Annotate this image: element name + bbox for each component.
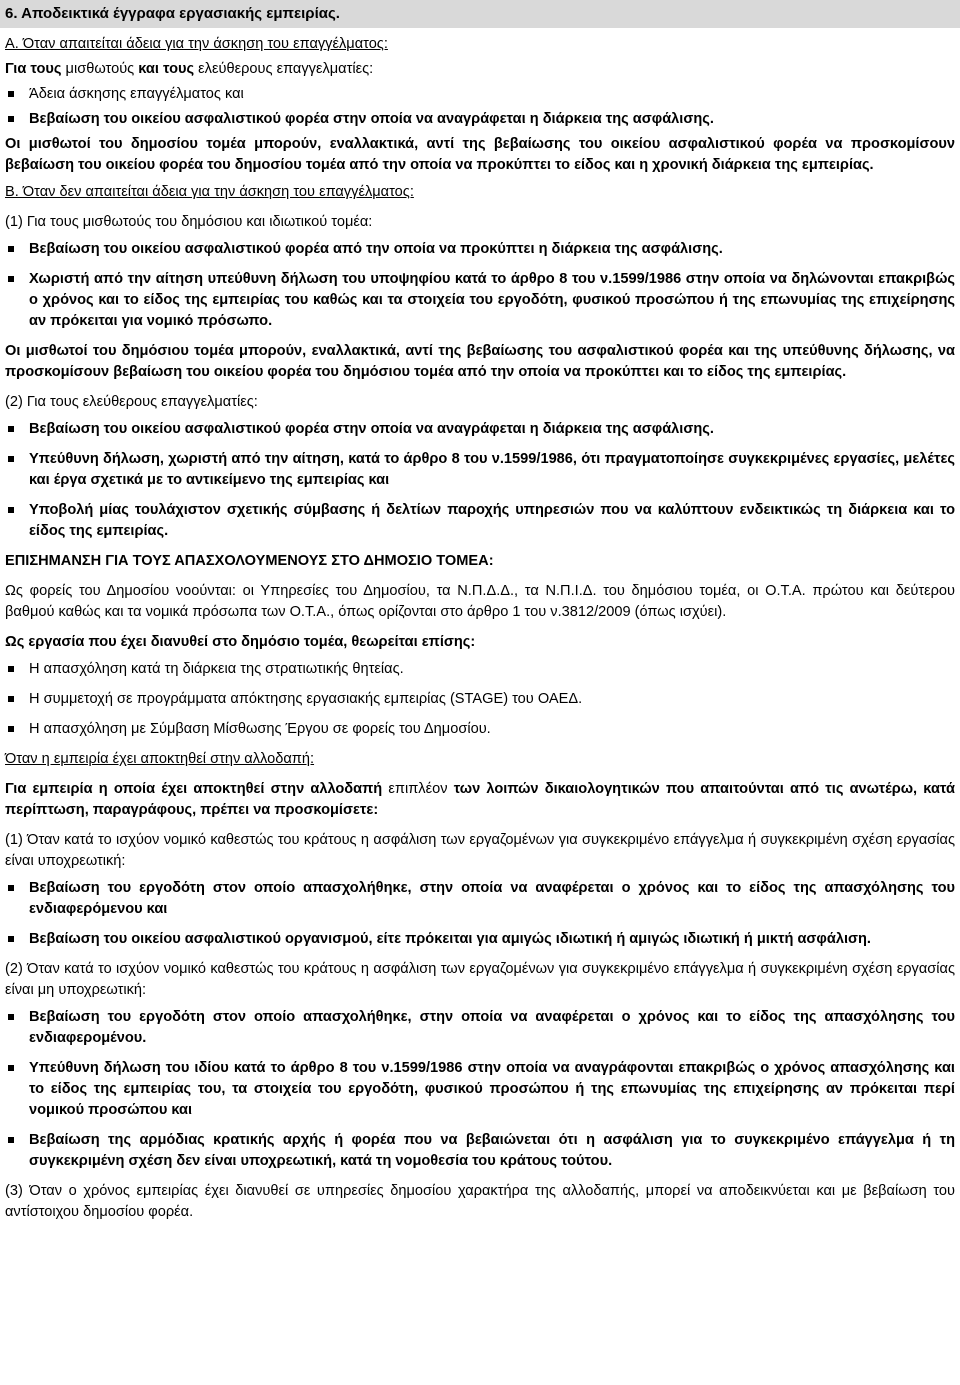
list-item: Βεβαίωση του οικείου ασφαλιστικού οργανισμού, είτε πρόκειται για αμιγώς ιδιωτική ή αμιγώς ιδιωτική ή μικτή ασφάλιση. [5,929,955,950]
section-title: 6. Αποδεικτικά έγγραφα εργασιακής εμπειρίας. [5,5,340,22]
list-item: Άδεια άσκησης επαγγέλματος και [5,84,955,105]
list-item: Η απασχόληση με Σύμβαση Μίσθωσης Έργου σε φορείς του Δημοσίου. [5,719,955,740]
public-sector-also: Ως εργασία που έχει διανυθεί στο δημόσιο τομέα, θεωρείται επίσης: [5,634,476,650]
public-sector-heading: ΕΠΙΣΗΜΑΝΣΗ ΓΙΑ ΤΟΥΣ ΑΠΑΣΧΟΛΟΥΜΕΝΟΥΣ ΣΤΟ ΔΗΜΟΣΙΟ ΤΟΜΕΑ: [5,553,494,569]
section-b-sub1-list [5,239,955,332]
section-a-list [5,84,955,130]
section-b-heading: Β. Όταν δεν απαιτείται άδεια για την άσκηση του επαγγέλματος: [5,184,414,200]
abroad-case-2-list [5,1007,955,1172]
list-item: Βεβαίωση του οικείου ασφαλιστικού φορέα από την οποία να προκύπτει η διάρκεια της ασφάλισης. [5,239,955,260]
list-item: Βεβαίωση του οικείου ασφαλιστικού φορέα στην οποία να αναγράφεται η διάρκεια της ασφάλισης. [5,419,955,440]
abroad-heading: Όταν η εμπειρία έχει αποκτηθεί στην αλλοδαπή: [5,751,315,767]
public-sector-definition: Ως φορείς του Δημοσίου νοούνται: οι Υπηρεσίες του Δημοσίου, τα Ν.Π.Δ.Δ., τα Ν.Π.Ι.Δ. του δημόσιου τομέα, οι Ο.Τ.Α. πρώτου και δεύτερου βαθμού καθώς και τα νομικά πρόσωπα των Ο.Τ.Α., όπως ορίζονται στο άρθρο 1 του ν.3812/2009 (όπως ισχύει). [5,583,955,620]
abroad-intro: Για εμπειρία η οποία έχει αποκτηθεί στην αλλοδαπή επιπλέον των λοιπών δικαιολογητικών που απαιτούνται από τις ανωτέρω, κατά περίπτωση, παραγράφους, πρέπει να προσκομίσετε: [5,781,955,818]
abroad-case-1: (1) Όταν κατά το ισχύον νομικό καθεστώς του κράτους η ασφάλιση των εργαζομένων για συγκεκριμένο επάγγελμα ή συγκεκριμένη σχέση εργασίας είναι υποχρεωτική: [5,832,955,869]
section-b-sub2-list [5,419,955,542]
section-header [0,0,960,28]
section-a-note: Οι μισθωτοί του δημοσίου τομέα μπορούν, εναλλακτικά, αντί της βεβαίωσης του οικείου ασφαλιστικού φορέα να προσκομίσουν βεβαίωση του οικείου φορέα του δημοσίου τομέα από την οποία να προκύπτει το είδος και η χρονική διάρκεια της εμπειρίας. [5,136,955,173]
list-item: Βεβαίωση του εργοδότη στον οποίο απασχολήθηκε, στην οποία να αναφέρεται ο χρόνος και το είδος της απασχόλησης του ενδιαφερόμενου και [5,878,955,920]
list-item: Υποβολή μίας τουλάχιστον σχετικής σύμβασης ή δελτίων παροχής υπηρεσιών που να καλύπτουν ενδεικτικώς τη διάρκεια και το είδος της εμπειρίας. [5,500,955,542]
list-item: Η απασχόληση κατά τη διάρκεια της στρατιωτικής θητείας. [5,659,955,680]
abroad-case-3: (3) Όταν ο χρόνος εμπειρίας έχει διανυθεί σε υπηρεσίες δημοσίου χαρακτήρα της αλλοδαπής, μπορεί να αποδεικνύεται και με βεβαίωση του αντίστοιχου δημοσίου φορέα. [5,1183,955,1220]
section-b-sub1: (1) Για τους μισθωτούς του δημόσιου και ιδιωτικού τομέα: [5,214,373,230]
list-item: Βεβαίωση του εργοδότη στον οποίο απασχολήθηκε, στην οποία να αναφέρεται ο χρόνος και το είδος της απασχόλησης του ενδιαφερομένου. [5,1007,955,1049]
section-a-intro: Για τους μισθωτούς και τους ελεύθερους επαγγελματίες: [5,61,374,77]
section-b-sub1-note: Οι μισθωτοί του δημόσιου τομέα μπορούν, εναλλακτικά, αντί της βεβαίωσης του ασφαλιστικού φορέα και της υπεύθυνης δήλωσης, να προσκομίσουν βεβαίωση του οικείου φορέα του δημόσιου τομέα από την οποία να προκύπτει και το είδος της εμπειρίας. [5,343,955,380]
public-sector-list [5,659,955,740]
list-item: Χωριστή από την αίτηση υπεύθυνη δήλωση του υποψηφίου κατά το άρθρο 8 του ν.1599/1986 στην οποία να δηλώνονται επακριβώς ο χρόνος και το είδος της εμπειρίας του καθώς και τα στοιχεία του εργοδότη, φυσικού προσώπου ή της επωνυμίας της επιχείρησης αν πρόκειται για νομικό πρόσωπο. [5,269,955,332]
abroad-case-1-list [5,878,955,950]
abroad-case-2: (2) Όταν κατά το ισχύον νομικό καθεστώς του κράτους η ασφάλιση των εργαζομένων για συγκεκριμένο επάγγελμα ή συγκεκριμένη σχέση εργασίας είναι μη υποχρεωτική: [5,961,955,998]
list-item: Υπεύθυνη δήλωση του ιδίου κατά το άρθρο 8 του ν.1599/1986 στην οποία να αναγράφονται επακριβώς ο χρόνος απασχόλησης και το είδος της εμπειρίας του, τα στοιχεία του εργοδότη, φυσικού προσώπου ή της επωνυμίας της επιχείρησης αν πρόκειται περί νομικού προσώπου και [5,1058,955,1121]
list-item: Βεβαίωση του οικείου ασφαλιστικού φορέα στην οποία να αναγράφεται η διάρκεια της ασφάλισης. [5,109,955,130]
section-b-sub2: (2) Για τους ελεύθερους επαγγελματίες: [5,394,258,410]
list-item: Υπεύθυνη δήλωση, χωριστή από την αίτηση, κατά το άρθρο 8 του ν.1599/1986, ότι πραγματοποίησε συγκεκριμένες εργασίες, μελέτες και έργα σχετικά με το αντικείμενο της εμπειρίας και [5,449,955,491]
section-a-heading: Α. Όταν απαιτείται άδεια για την άσκηση του επαγγέλματος: [5,36,388,52]
list-item: Η συμμετοχή σε προγράμματα απόκτησης εργασιακής εμπειρίας (STAGE) του ΟΑΕΔ. [5,689,955,710]
list-item: Βεβαίωση της αρμόδιας κρατικής αρχής ή φορέα που να βεβαιώνεται ότι η ασφάλιση για το συγκεκριμένο επάγγελμα ή τη συγκεκριμένη σχέση δεν είναι υποχρεωτική, κατά τη νομοθεσία του κράτους τούτου. [5,1130,955,1172]
